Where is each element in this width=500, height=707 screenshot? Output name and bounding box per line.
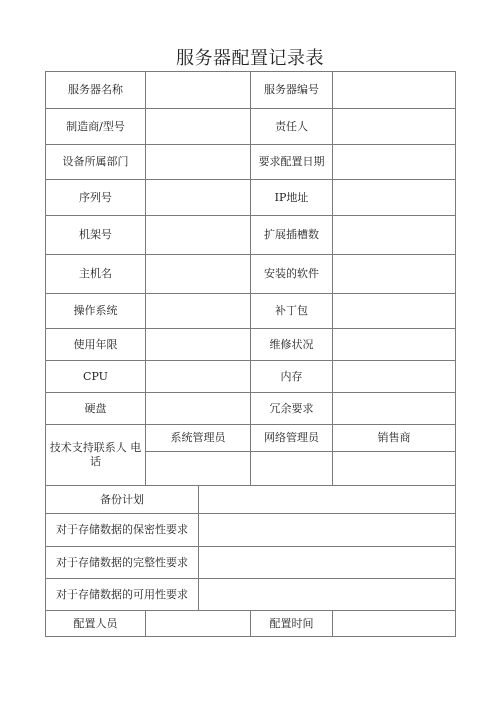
table-row	[46, 514, 456, 547]
label-system-admin: 系统管理员	[146, 425, 251, 452]
label-server-number: 服务器编号	[251, 72, 333, 109]
label-responsible-person: 责任人	[251, 109, 333, 145]
label-config-personnel: 配置人员	[46, 611, 146, 637]
label-serial-number: 序列号	[46, 180, 146, 216]
label-integrity-req: 对于存储数据的完整性要求	[46, 547, 199, 579]
table-row	[46, 611, 456, 637]
label-rack-number: 机架号	[46, 216, 146, 255]
table-row	[46, 255, 456, 294]
server-config-form	[45, 71, 456, 637]
table-row	[46, 180, 456, 216]
page-title: 服务器配置记录表	[176, 48, 324, 69]
value-department[interactable]	[146, 145, 251, 180]
label-operating-system: 操作系统	[46, 294, 146, 329]
value-required-config-date[interactable]	[333, 145, 456, 180]
value-ip-address[interactable]	[333, 180, 456, 216]
value-config-personnel[interactable]	[146, 611, 251, 637]
label-manufacturer-model: 制造商/型号	[46, 109, 146, 145]
value-expansion-slots[interactable]	[333, 216, 456, 255]
label-confidentiality-req: 对于存储数据的保密性要求	[46, 514, 199, 547]
value-operating-system[interactable]	[146, 294, 251, 329]
value-system-admin-phone[interactable]	[146, 452, 251, 486]
value-integrity-req[interactable]	[199, 547, 456, 579]
value-maintenance-status[interactable]	[333, 329, 456, 361]
label-vendor: 销售商	[333, 425, 456, 452]
value-manufacturer-model[interactable]	[146, 109, 251, 145]
label-department: 设备所属部门	[46, 145, 146, 180]
value-service-life[interactable]	[146, 329, 251, 361]
label-required-config-date: 要求配置日期	[251, 145, 333, 180]
table-row	[46, 361, 456, 393]
value-backup-plan[interactable]	[199, 486, 456, 514]
value-network-admin-phone[interactable]	[251, 452, 333, 486]
value-cpu[interactable]	[146, 361, 251, 393]
value-installed-software[interactable]	[333, 255, 456, 294]
value-serial-number[interactable]	[146, 180, 251, 216]
value-memory[interactable]	[333, 361, 456, 393]
label-config-time: 配置时间	[251, 611, 333, 637]
value-patch[interactable]	[333, 294, 456, 329]
table-row	[46, 145, 456, 180]
label-patch: 补丁包	[251, 294, 333, 329]
value-rack-number[interactable]	[146, 216, 251, 255]
label-hard-disk: 硬盘	[46, 393, 146, 425]
label-server-name: 服务器名称	[46, 72, 146, 109]
value-availability-req[interactable]	[199, 579, 456, 611]
label-redundancy-requirements: 冗余要求	[251, 393, 333, 425]
table-row	[46, 393, 456, 425]
table-row	[46, 109, 456, 145]
table-row	[46, 329, 456, 361]
table-row	[46, 547, 456, 579]
value-server-number[interactable]	[333, 72, 456, 109]
value-redundancy-requirements[interactable]	[333, 393, 456, 425]
table-row	[46, 486, 456, 514]
value-hard-disk[interactable]	[146, 393, 251, 425]
table-row	[46, 294, 456, 329]
label-network-admin: 网络管理员	[251, 425, 333, 452]
label-tech-support-contact: 技术支持联系人 电话	[46, 425, 146, 486]
table-row	[46, 72, 456, 109]
label-service-life: 使用年限	[46, 329, 146, 361]
label-memory: 内存	[251, 361, 333, 393]
label-availability-req: 对于存储数据的可用性要求	[46, 579, 199, 611]
label-installed-software: 安装的软件	[251, 255, 333, 294]
table-row	[46, 579, 456, 611]
label-cpu: CPU	[46, 361, 146, 393]
value-confidentiality-req[interactable]	[199, 514, 456, 547]
label-expansion-slots: 扩展插槽数	[251, 216, 333, 255]
table-row	[46, 216, 456, 255]
value-config-time[interactable]	[333, 611, 456, 637]
value-vendor-phone[interactable]	[333, 452, 456, 486]
label-backup-plan: 备份计划	[46, 486, 199, 514]
label-maintenance-status: 维修状况	[251, 329, 333, 361]
value-hostname[interactable]	[146, 255, 251, 294]
label-ip-address: IP地址	[251, 180, 333, 216]
value-responsible-person[interactable]	[333, 109, 456, 145]
label-hostname: 主机名	[46, 255, 146, 294]
value-server-name[interactable]	[146, 72, 251, 109]
table-row	[46, 425, 456, 452]
